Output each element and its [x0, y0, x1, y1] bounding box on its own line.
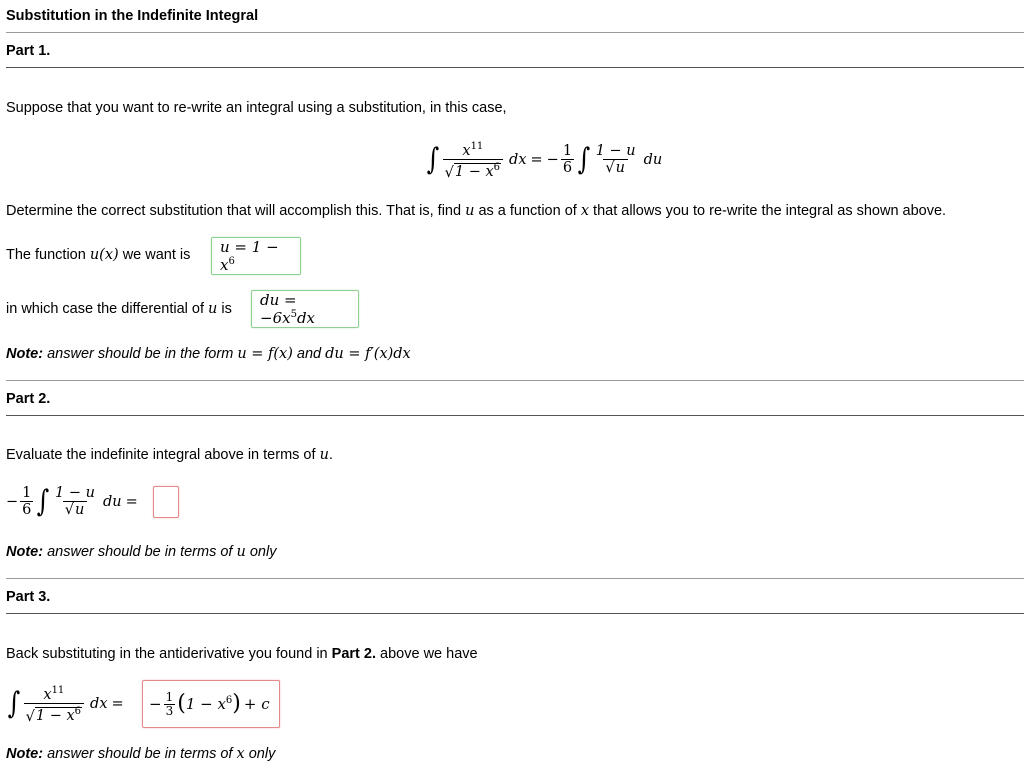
du-answer-field[interactable]: du = $-6x^5dx$ — [251, 290, 359, 328]
part1-determine: Determine the correct substitution that will accomplish this. That is, find u as a function of x that allows you to re-write the integral as shown above. — [6, 203, 947, 219]
divider — [6, 415, 1024, 416]
divider — [6, 578, 1024, 579]
integral-sign: ∫ — [577, 142, 591, 177]
part1-note: Note: answer should be in the form u = f(x) and du = f′(x)dx — [6, 346, 411, 362]
function-label: The function u(x) we want is — [6, 247, 191, 263]
integral-sign: ∫ — [36, 484, 50, 519]
differential-label: in which case the differential of u is — [6, 301, 232, 317]
part1-heading: Part 1. — [6, 43, 51, 59]
part3-heading: Part 3. — [6, 589, 51, 605]
part2-intro: Evaluate the indefinite integral above in terms of u. — [6, 447, 333, 463]
divider — [6, 32, 1024, 33]
part3-intro: Back substituting in the antiderivative you found in Part 2. above we have — [6, 646, 478, 662]
part2-answer-field[interactable] — [153, 486, 179, 518]
integral-sign: ∫ — [7, 686, 21, 721]
divider — [6, 380, 1024, 381]
page-title: Substitution in the Indefinite Integral — [6, 8, 259, 24]
part2-heading: Part 2. — [6, 391, 51, 407]
part2-equation: − $\frac{1}{6}$ ∫ $\frac{1 - u}{√u}$ du = — [6, 484, 138, 519]
divider — [6, 613, 1024, 614]
part1-intro: Suppose that you want to re-write an integral using a substitution, in this case, — [6, 100, 507, 116]
display-equation: ∫ $\frac{x^{11}}{√1 - x^6}$ dx = − $\frac{1}{6}$ ∫ $\frac{1 - u}{√u}$ du — [426, 140, 663, 181]
part3-equation: ∫ $\frac{x^{11}}{√1 - x^6}$ dx = — [7, 684, 124, 725]
integral-sign: ∫ — [426, 142, 440, 177]
part3-note: Note: answer should be in terms of x only — [6, 746, 276, 762]
part2-note: Note: answer should be in terms of u only — [6, 544, 277, 560]
part3-answer-field[interactable]: − $\frac{1}{3}$ ( $1 - x^6$ ) + c — [142, 680, 280, 728]
divider — [6, 67, 1024, 68]
u-answer-field[interactable]: $u = 1 - x^6$ — [211, 237, 301, 275]
